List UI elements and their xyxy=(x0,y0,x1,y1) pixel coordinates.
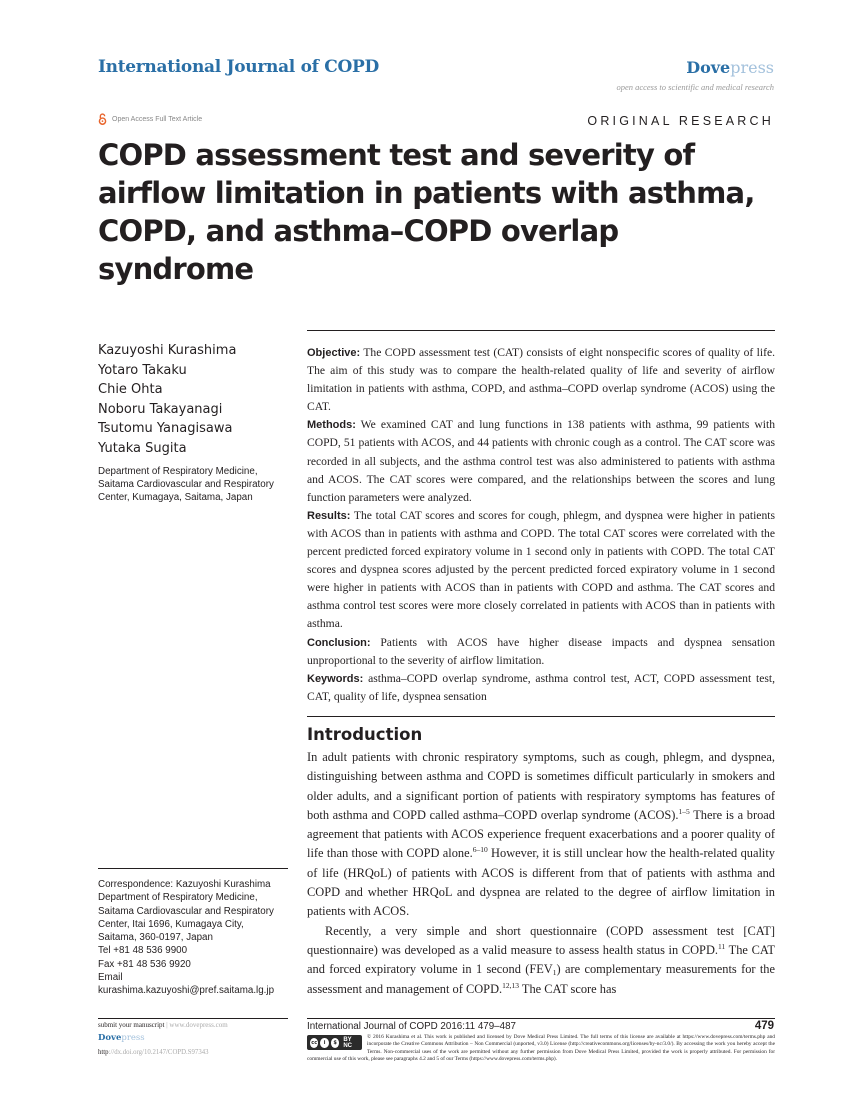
citation-ref[interactable]: 11 xyxy=(718,941,726,951)
citation-ref[interactable]: 6–10 xyxy=(472,845,488,855)
dovepress-logo xyxy=(686,58,774,77)
citation-line: International Journal of COPD 2016:11 479–487 xyxy=(307,1021,516,1032)
cc-circle-icon: cc xyxy=(311,1039,318,1046)
section-label: Objective: xyxy=(307,347,361,359)
author: Noboru Takayanagi xyxy=(98,401,223,417)
introduction-body xyxy=(307,748,775,999)
author: Tsutomu Yanagisawa xyxy=(98,421,233,437)
abstract-keywords xyxy=(307,670,775,706)
divider xyxy=(307,1018,775,1019)
section-text: We examined CAT and lung functions in 138 patients with asthma, 99 patients with COPD, 51 patients with ACOS, and 44 patients with chronic cough as a control. The CAT score was recorded in all subjects, and the asthma control test was also administered to patients with asthma and ACOS. The CAT scores were compared, and the relationships between the scores and lung function parameters were analyzed. xyxy=(307,418,775,504)
cc-label: BY NC xyxy=(343,1036,352,1049)
correspondence-email[interactable]: Email kurashima.kazuyoshi@pref.saitama.lg.jp xyxy=(98,972,275,997)
correspondence-line: Center, Itai 1696, Kumagaya City, xyxy=(98,918,244,930)
journal-name: International Journal of COPD xyxy=(98,57,379,77)
correspondence-block xyxy=(98,878,290,998)
section-text: Patients with ACOS have higher disease impacts and dyspnea sensation unproportional to the severity of airflow limitation. xyxy=(307,635,775,667)
introduction-heading: Introduction xyxy=(307,725,423,744)
section-label: Results: xyxy=(307,509,351,522)
paragraph xyxy=(307,922,775,999)
by-circle-icon: i xyxy=(320,1038,328,1048)
author: Chie Ohta xyxy=(98,382,163,398)
correspondence-line: Saitama Cardiovascular and Respiratory xyxy=(98,905,274,917)
section-text: The total CAT scores and scores for cough, phlegm, and dyspnea were higher in patients with ACOS than in patients with asthma and COPD. The total CAT scores were correlated with the percent predicted forced expiratory volume in 1 second only in patients with COPD. The total CAT scores and dyspnea scores adjusted by the percent predicted forced expiratory volume in 1 second were higher in patients with ACOS than in patients with COPD and asthma. The CAT scores and asthma control test scores were more closely correlated in patients with ACOS than in patients with asthma. xyxy=(307,508,775,631)
logo-bold: Dove xyxy=(686,58,731,77)
publisher-tagline: open access to scientific and medical research xyxy=(616,82,774,92)
logo-light: press xyxy=(121,1033,145,1043)
license-block xyxy=(307,1034,775,1063)
doi-link[interactable] xyxy=(98,1049,209,1056)
correspondence-line: Tel +81 48 536 9900 xyxy=(98,945,188,957)
open-access-text: Open Access Full Text Article xyxy=(112,115,203,123)
submit-manuscript-link[interactable] xyxy=(98,1021,228,1029)
text-run: The CAT score has xyxy=(519,981,617,996)
paragraph xyxy=(307,748,775,922)
section-label: Keywords: xyxy=(307,672,364,685)
author: Kazuyoshi Kurashima xyxy=(98,343,237,358)
license-text: © 2016 Kurashima et al. This work is published and licensed by Dove Medical Press Limited. The full terms of this license are available at https://www.dovepress.com/terms.php and incorporate the Creative Commons Attribution – Non Commercial (unported, v3.0) License (http://creativecommons.org/licenses/by-nc/3.0/). By accessing the work you hereby accept the Terms. Non-commercial uses of the work are permitted without any further permission from Dove Medical Press Limited, provided the work is properly attributed. For permission for commercial use of this work, please see paragraphs 4.2 and 5 of our Terms (https://www.dovepress.com/terms.php). xyxy=(307,1034,775,1062)
divider xyxy=(98,868,288,869)
section-text: The COPD assessment test (CAT) consists of eight nonspecific scores of quality of life. The aim of this study was to compare the health-related quality of life and severity of airflow limitation in patients with asthma, COPD, and asthma–COPD overlap syndrome (ACOS) using the CAT. xyxy=(307,346,775,414)
author-list xyxy=(98,341,236,459)
subscript: 1 xyxy=(552,968,557,978)
section-label: Methods: xyxy=(307,419,356,432)
section-label: Conclusion: xyxy=(307,636,371,649)
divider xyxy=(307,716,775,717)
nc-circle-icon: $ xyxy=(331,1038,339,1048)
divider xyxy=(98,1018,288,1019)
open-access-icon xyxy=(98,113,107,125)
section-text: asthma–COPD overlap syndrome, asthma control test, ACT, COPD assessment test, CAT, quality of life, dyspnea sensation xyxy=(307,671,775,703)
citation-ref[interactable]: 12,13 xyxy=(502,980,519,990)
abstract xyxy=(307,344,775,706)
abstract-conclusion xyxy=(307,634,775,670)
author: Yotaro Takaku xyxy=(98,362,187,378)
text-run: However, it is still unclear how the health-related quality of life (HRQoL) of patients with ACOS is different from that of patients with asthma and COPD and whether HRQoL and dyspnea are related to the degree of airflow limitation in patients with ACOS. xyxy=(307,846,775,919)
link-url: | www.dovepress.com xyxy=(164,1021,228,1029)
abstract-results xyxy=(307,507,775,634)
text-run: In adult patients with chronic respiratory symptoms, such as cough, phlegm, and dyspnea, distinguishing between asthma and COPD is sometimes difficult particularly in smokers and older adults, and a significant portion of patients with respiratory symptoms has features of both asthma and COPD called asthma–COPD overlap syndrome (ACOS). xyxy=(307,750,775,822)
abstract-objective xyxy=(307,344,775,416)
page-number: 479 xyxy=(754,1020,774,1032)
doi-rest: ://dx.doi.org/10.2147/COPD.S97343 xyxy=(108,1049,209,1056)
logo-bold: Dove xyxy=(98,1033,122,1043)
correspondence-line: Saitama, 360-0197, Japan xyxy=(98,932,213,944)
divider xyxy=(307,330,775,331)
article-title: COPD assessment test and severity of airflow limitation in patients with asthma, COPD, and asthma–COPD overlap syndrome xyxy=(98,138,755,286)
correspondence-line: Department of Respiratory Medicine, xyxy=(98,892,258,904)
affiliation: Department of Respiratory Medicine, Saitama Cardiovascular and Respiratory Center, Kumagaya, Saitama, Japan xyxy=(98,466,274,504)
text-run: ) are complementary measurements for the assessment and management of COPD. xyxy=(307,962,775,996)
dovepress-logo-small xyxy=(98,1033,145,1043)
text-run: There is a broad agreement that patients with ACOS experience frequent exacerbations and a poorer quality of life than those with COPD alone. xyxy=(307,807,775,861)
open-access-label xyxy=(98,113,202,125)
section-type: ORIGINAL RESEARCH xyxy=(587,114,774,128)
correspondence-line: Correspondence: Kazuyoshi Kurashima xyxy=(98,879,271,890)
correspondence-line: Fax +81 48 536 9920 xyxy=(98,958,191,970)
creative-commons-icon[interactable] xyxy=(307,1035,362,1050)
link-text: submit your manuscript xyxy=(98,1021,165,1029)
author: Yutaka Sugita xyxy=(98,440,187,456)
citation-ref[interactable]: 1–5 xyxy=(678,806,690,816)
text-run: Recently, a very simple and short questionnaire (COPD assessment test [CAT] questionnaire) was developed as a valid measure to assess health status in COPD. xyxy=(307,923,775,957)
text-run: The CAT and forced expiratory volume in 1 second (FEV xyxy=(307,942,775,977)
doi-prefix: http xyxy=(98,1049,109,1056)
logo-light: press xyxy=(730,58,774,77)
abstract-methods xyxy=(307,416,775,506)
